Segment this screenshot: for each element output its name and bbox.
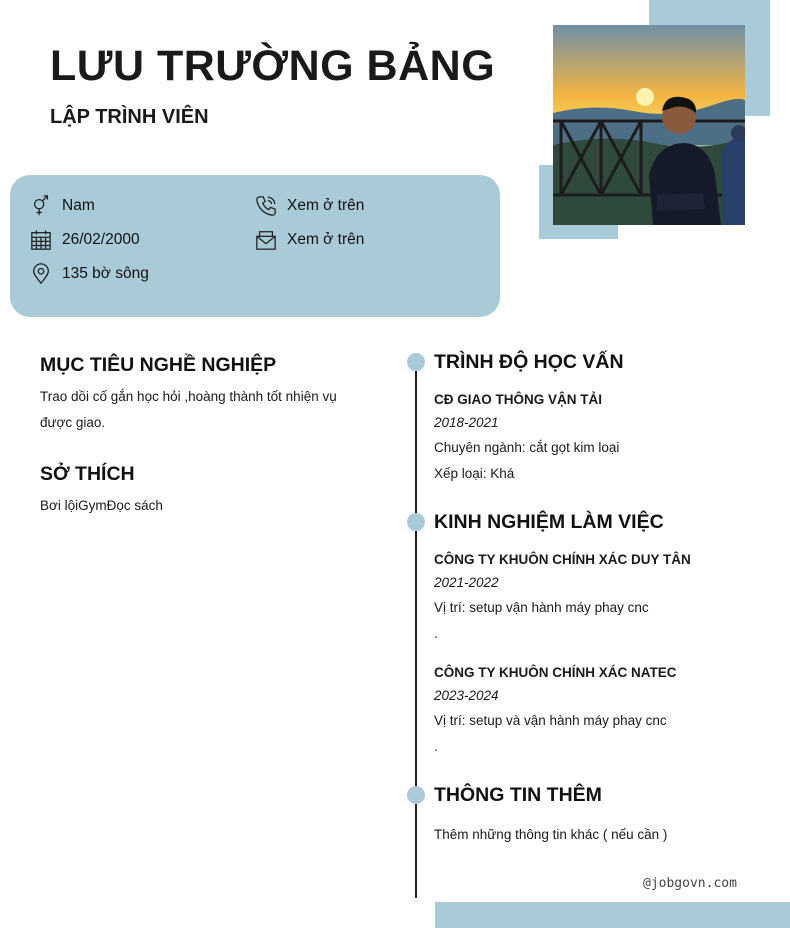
address-value: 135 bờ sông [62, 265, 149, 282]
calendar-icon [30, 229, 52, 251]
accent-block-bottom [435, 902, 790, 928]
education-period: 2018-2021 [434, 415, 499, 430]
contact-phone [255, 194, 364, 218]
extra-text: Thêm những thông tin khác ( nếu cần ) [434, 827, 668, 842]
experience-note-1: . [434, 626, 438, 641]
contact-email [255, 228, 364, 252]
objective-title: MỤC TIÊU NGHỀ NGHIỆP [40, 354, 277, 376]
education-major: Chuyên ngành: cắt gọt kim loại [434, 440, 620, 455]
timeline-dot-extra [407, 786, 425, 804]
candidate-name: LƯU TRƯỜNG BẢNG [50, 42, 496, 90]
education-grade: Xếp loại: Khá [434, 466, 515, 481]
envelope-icon [255, 229, 277, 251]
birthday-value: 26/02/2000 [62, 231, 140, 248]
timeline-dot-experience [407, 513, 425, 531]
experience-company-2: CÔNG TY KHUÔN CHÍNH XÁC NATEC [434, 665, 677, 680]
experience-note-2: . [434, 739, 438, 754]
education-title: TRÌNH ĐỘ HỌC VẤN [434, 351, 624, 373]
contact-birthday [30, 228, 140, 252]
timeline-line [415, 362, 417, 898]
objective-line-1: Trao dồi cố gắn học hỏi ,hoàng thành tốt nhiện vụ [40, 389, 337, 404]
contact-address [30, 262, 149, 286]
education-school: CĐ GIAO THÔNG VẬN TẢI [434, 392, 602, 407]
job-title: LẬP TRÌNH VIÊN [50, 106, 209, 128]
gender-value: Nam [62, 197, 95, 214]
experience-period-1: 2021-2022 [434, 575, 499, 590]
phone-value: Xem ở trên [287, 197, 365, 214]
timeline-dot-education [407, 353, 425, 371]
phone-icon [255, 195, 277, 217]
watermark: @jobgovn.com [643, 876, 737, 891]
email-value: Xem ở trên [287, 231, 365, 248]
hobbies-title: SỞ THÍCH [40, 463, 135, 485]
location-pin-icon [30, 263, 52, 285]
experience-position-1: Vị trí: setup vận hành máy phay cnc [434, 600, 649, 615]
profile-photo [553, 25, 745, 225]
contact-gender [30, 194, 95, 218]
experience-period-2: 2023-2024 [434, 688, 499, 703]
extra-title: THÔNG TIN THÊM [434, 784, 602, 806]
objective-line-2: được giao. [40, 415, 106, 430]
contact-box [10, 175, 500, 317]
gender-icon [30, 195, 52, 217]
experience-company-1: CÔNG TY KHUÔN CHÍNH XÁC DUY TÂN [434, 552, 691, 567]
hobbies-text: Bơi lộiGymĐọc sách [40, 498, 163, 513]
experience-title: KINH NGHIỆM LÀM VIỆC [434, 511, 664, 533]
experience-position-2: Vị trí: setup và vận hành máy phay cnc [434, 713, 667, 728]
